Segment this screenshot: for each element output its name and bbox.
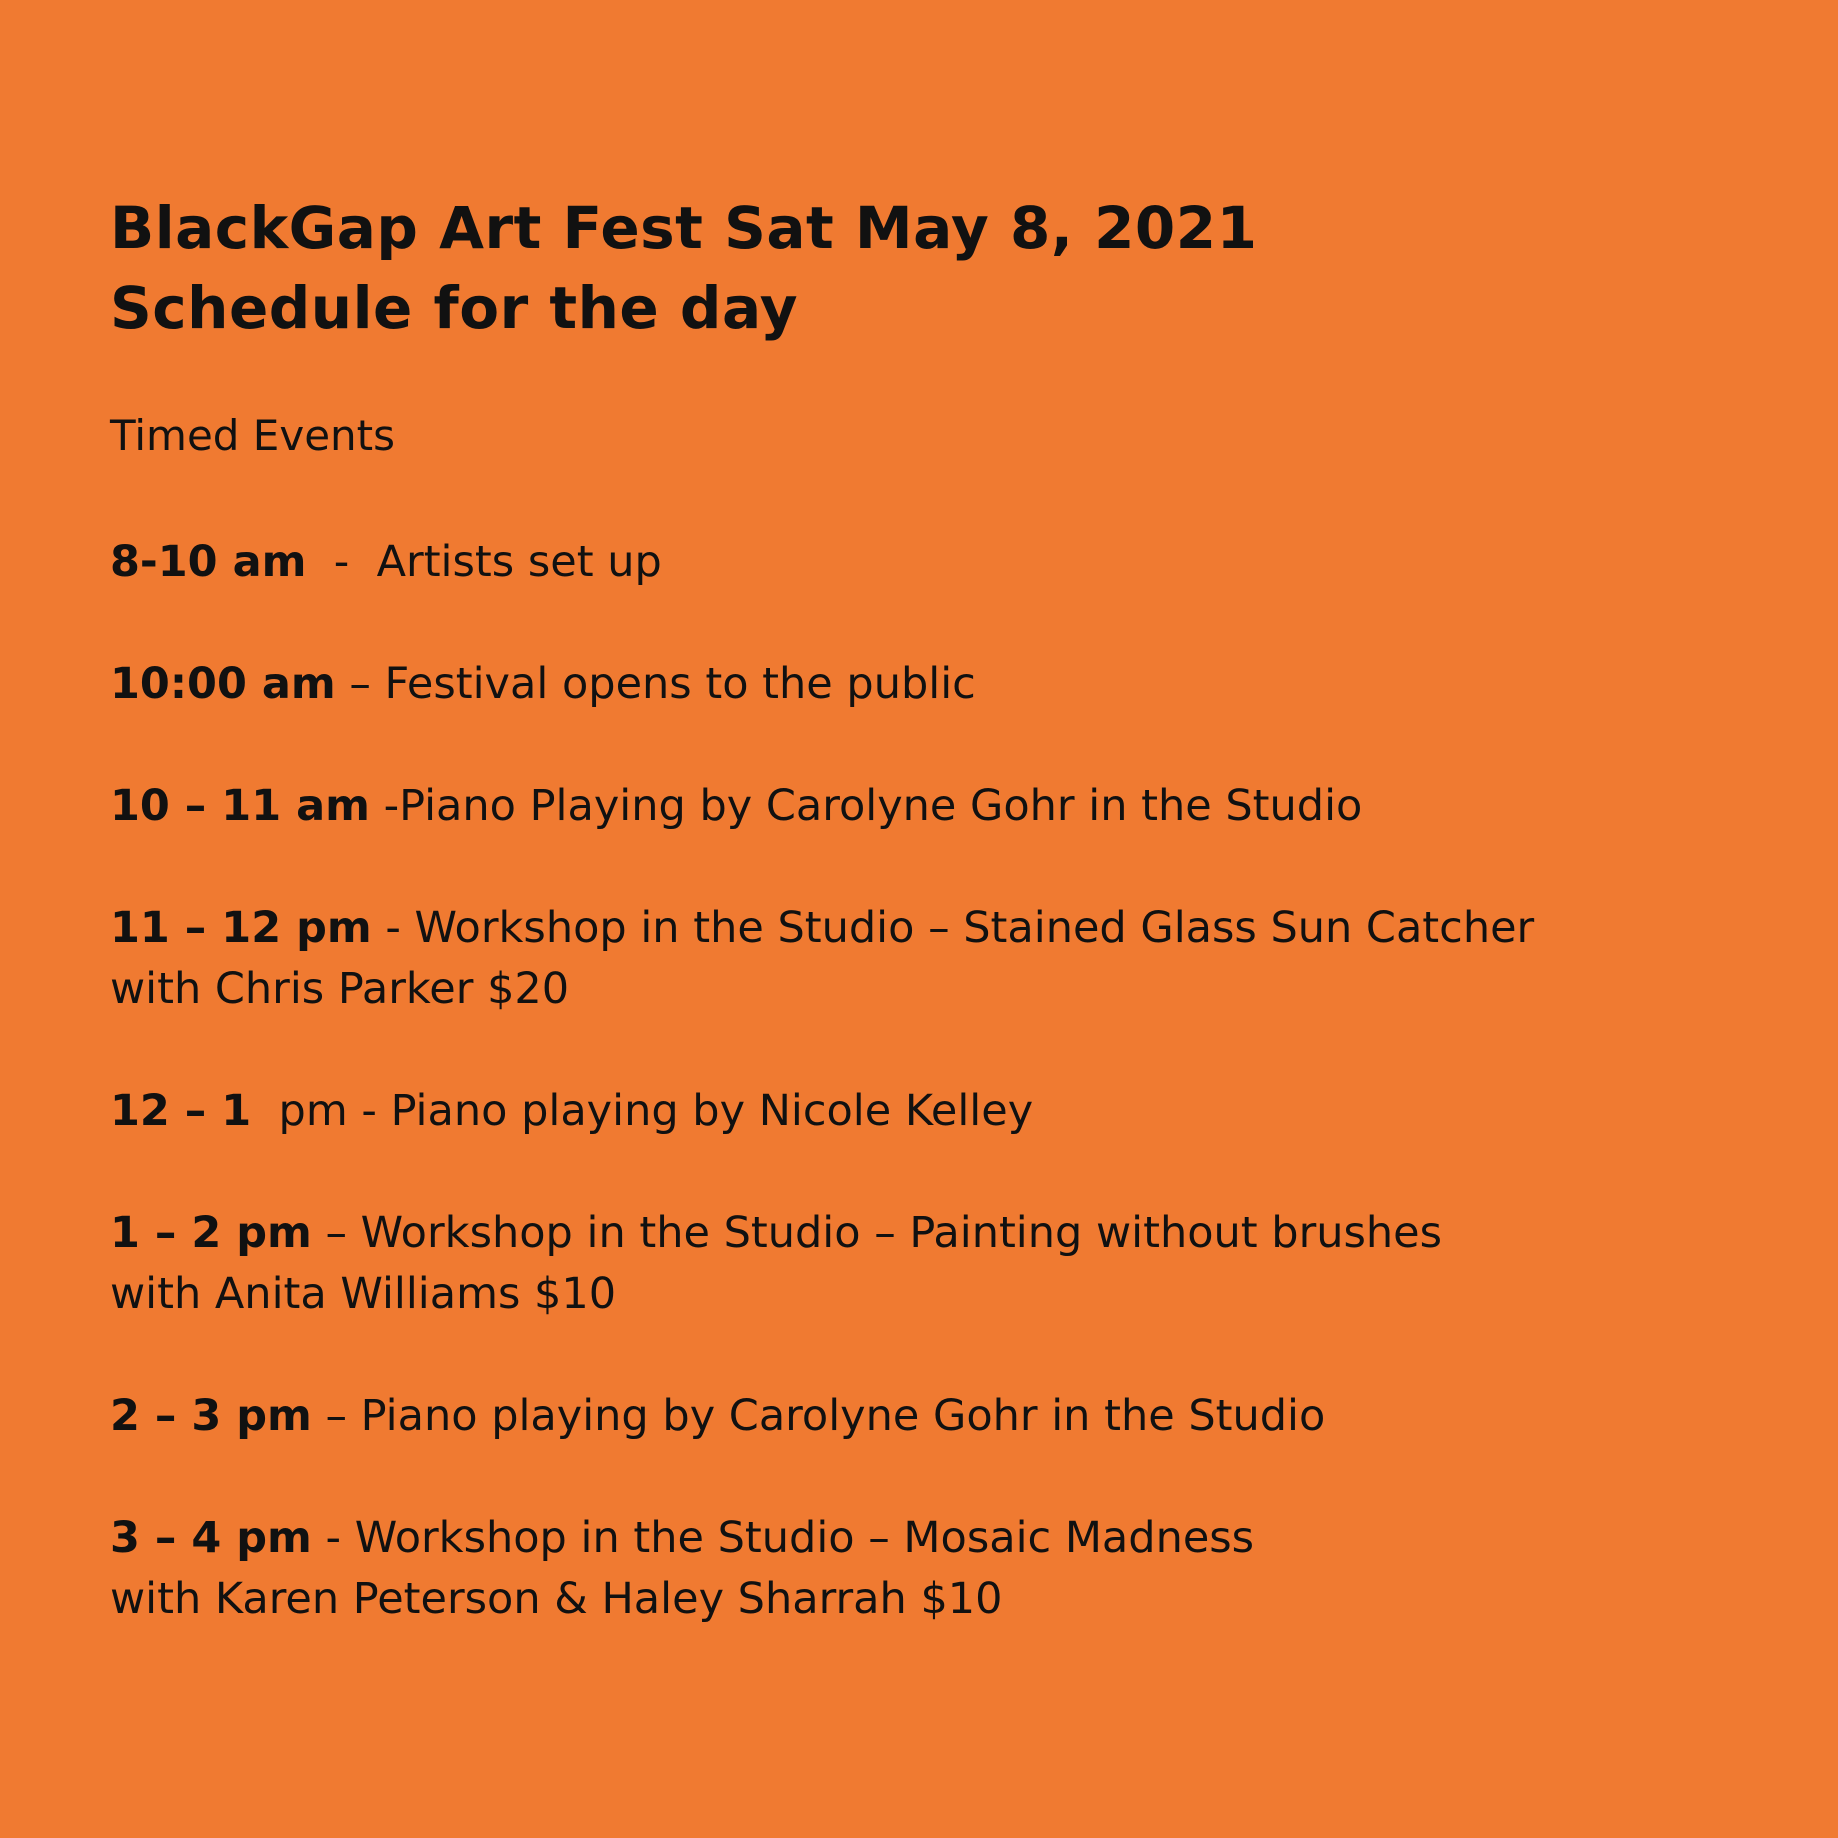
- list-item: [110, 1386, 1810, 1447]
- event-list: [110, 532, 1810, 1630]
- event-description-continued: with Karen Peterson & Haley Sharrah $10: [110, 1574, 1003, 1624]
- event-description: – Festival opens to the public: [335, 659, 976, 709]
- event-description: – Workshop in the Studio – Painting without brushes: [311, 1208, 1443, 1258]
- event-time: 2 – 3 pm: [110, 1391, 312, 1441]
- section-label-timed-events: Timed Events: [110, 411, 395, 460]
- event-description: – Piano playing by Carolyne Gohr in the Studio: [311, 1391, 1326, 1441]
- list-item: [110, 654, 1810, 715]
- event-time: 1 – 2 pm: [110, 1208, 312, 1258]
- title-line-2: Schedule for the day: [110, 274, 799, 342]
- list-item: [110, 776, 1810, 837]
- title-line-1: BlackGap Art Fest Sat May 8, 2021: [110, 194, 1258, 262]
- event-description-continued: with Chris Parker $20: [110, 964, 570, 1014]
- event-description: pm - Piano playing by Nicole Kelley: [251, 1086, 1034, 1136]
- event-description-continued: with Anita Williams $10: [110, 1269, 617, 1319]
- event-time: 10 – 11 am: [110, 781, 370, 831]
- event-time: 10:00 am: [110, 659, 336, 709]
- event-description: - Workshop in the Studio – Stained Glass Sun Catcher: [371, 903, 1535, 953]
- list-item: [110, 898, 1810, 1020]
- event-time: 8-10 am: [110, 537, 307, 587]
- schedule-content: [110, 188, 1810, 1691]
- event-time: 11 – 12 pm: [110, 903, 372, 953]
- event-description: -Piano Playing by Carolyne Gohr in the Studio: [369, 781, 1363, 831]
- list-item: [110, 1081, 1810, 1142]
- page-title: [110, 188, 1810, 348]
- event-time: 3 – 4 pm: [110, 1513, 312, 1563]
- list-item: [110, 1508, 1810, 1630]
- list-item: [110, 1203, 1810, 1325]
- event-description: - Artists set up: [306, 537, 662, 587]
- list-item: [110, 532, 1810, 593]
- event-description: - Workshop in the Studio – Mosaic Madness: [311, 1513, 1255, 1563]
- event-time: 12 – 1: [110, 1086, 252, 1136]
